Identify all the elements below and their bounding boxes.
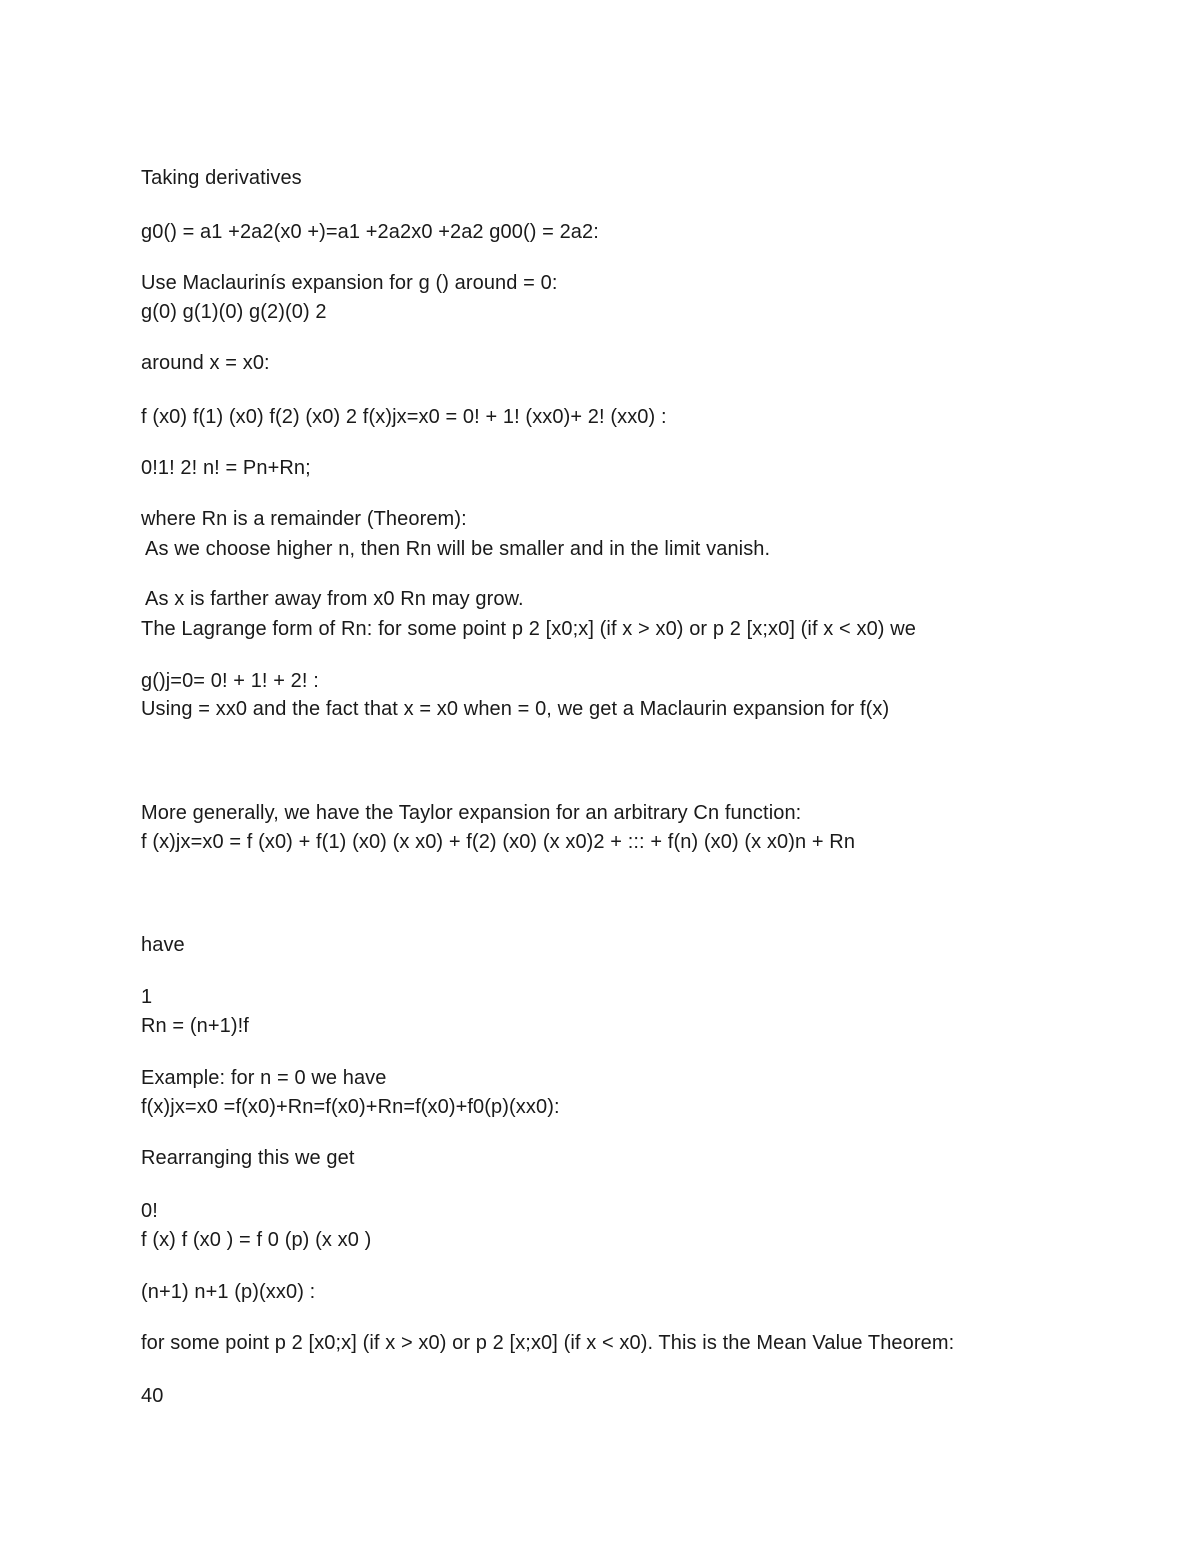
text-line: g()j=0= 0! + 1! + 2! : <box>141 670 319 692</box>
text-line: Use Maclaurinís expansion for g () around = 0: <box>141 272 558 294</box>
text-line: for some point p 2 [x0;x] (if x > x0) or p 2 [x;x0] (if x < x0). This is the Mean Value Theorem: <box>141 1332 955 1354</box>
text-line: As x is farther away from x0 Rn may grow. <box>145 588 524 610</box>
text-line: 0! <box>141 1200 158 1222</box>
page-number: 40 <box>141 1385 164 1407</box>
text-line: around x = x0: <box>141 352 270 374</box>
text-line: f (x0) f(1) (x0) f(2) (x0) 2 f(x)jx=x0 = 0! + 1! (xx0)+ 2! (xx0) : <box>141 406 667 428</box>
text-line: (n+1) n+1 (p)(xx0) : <box>141 1281 316 1303</box>
text-line: 1 <box>141 986 153 1008</box>
text-line: The Lagrange form of Rn: for some point p 2 [x0;x] (if x > x0) or p 2 [x;x0] (if x < x0) we <box>141 618 916 640</box>
text-line: Taking derivatives <box>141 167 302 189</box>
text-line: Rn = (n+1)!f <box>141 1015 249 1037</box>
text-line: f (x) f (x0 ) = f 0 (p) (x x0 ) <box>141 1229 372 1251</box>
text-line: g(0) g(1)(0) g(2)(0) 2 <box>141 301 327 323</box>
text-line: have <box>141 934 185 956</box>
text-line: Rearranging this we get <box>141 1147 355 1169</box>
text-line: f(x)jx=x0 =f(x0)+Rn=f(x0)+Rn=f(x0)+f0(p)(xx0): <box>141 1096 560 1118</box>
text-line: g0() = a1 +2a2(x0 +)=a1 +2a2x0 +2a2 g00() = 2a2: <box>141 221 599 243</box>
text-line: Using = xx0 and the fact that x = x0 when = 0, we get a Maclaurin expansion for f(x) <box>141 698 890 720</box>
text-line: More generally, we have the Taylor expansion for an arbitrary Cn function: <box>141 802 802 824</box>
text-line: 0!1! 2! n! = Pn+Rn; <box>141 457 311 479</box>
text-line: Example: for n = 0 we have <box>141 1067 387 1089</box>
text-line: f (x)jx=x0 = f (x0) + f(1) (x0) (x x0) + f(2) (x0) (x x0)2 + ::: + f(n) (x0) (x x0)n + Rn <box>141 831 856 853</box>
text-line: where Rn is a remainder (Theorem): <box>141 508 467 530</box>
text-line: As we choose higher n, then Rn will be smaller and in the limit vanish. <box>145 538 771 560</box>
